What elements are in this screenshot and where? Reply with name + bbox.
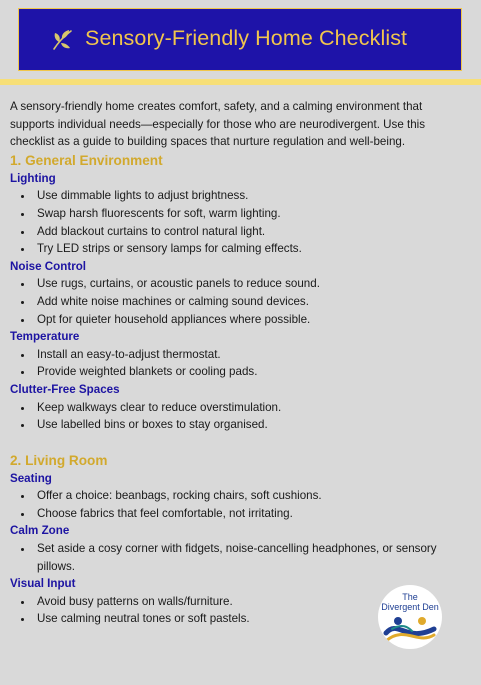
logo-mark-icon bbox=[378, 585, 442, 649]
list-item: • Use rugs, curtains, or acoustic panels to reduce sound. bbox=[33, 275, 465, 293]
section-title: 1. General Environment bbox=[10, 152, 163, 168]
list-item: • Use calming neutral tones or soft pastels. bbox=[33, 610, 465, 628]
checklist bbox=[10, 346, 465, 381]
subsection-title: Lighting bbox=[10, 171, 56, 185]
header-banner bbox=[18, 8, 462, 71]
logo-text-line1: The bbox=[402, 592, 418, 602]
list-item: • Add white noise machines or calming sound devices. bbox=[33, 293, 465, 311]
leaf-icon bbox=[51, 28, 75, 52]
checklist bbox=[10, 487, 465, 522]
subsection-title: Noise Control bbox=[10, 259, 87, 273]
list-item: • Provide weighted blankets or cooling pads. bbox=[33, 363, 465, 381]
list-item: • Offer a choice: beanbags, rocking chairs, soft cushions. bbox=[33, 487, 465, 505]
list-item: • Install an easy-to-adjust thermostat. bbox=[33, 346, 465, 364]
subsection-title: Temperature bbox=[10, 330, 80, 344]
checklist bbox=[10, 275, 465, 328]
page-title: Sensory-Friendly Home Checklist bbox=[85, 26, 408, 50]
section-general-environment bbox=[10, 151, 465, 434]
checklist-content bbox=[10, 98, 465, 628]
section-spacer bbox=[10, 434, 465, 451]
list-item: • Avoid busy patterns on walls/furniture. bbox=[33, 593, 465, 611]
divergent-den-logo bbox=[378, 585, 442, 649]
intro-paragraph: A sensory-friendly home creates comfort, safety, and a calming environment that supports individual needs—especially for those who are neurodivergent. Use this checklist as a guide to building spaces that nurture regulation and well-being. bbox=[10, 100, 426, 149]
list-item: • Keep walkways clear to reduce overstimulation. bbox=[33, 399, 465, 417]
logo-text-line2: Divergent Den bbox=[381, 602, 439, 612]
subsection-title: Visual Input bbox=[10, 577, 76, 591]
subsection-title: Clutter-Free Spaces bbox=[10, 382, 120, 396]
section-title: 2. Living Room bbox=[10, 452, 108, 468]
list-item: • Swap harsh fluorescents for soft, warm lighting. bbox=[33, 205, 465, 223]
list-item: • Choose fabrics that feel comfortable, not irritating. bbox=[33, 505, 465, 523]
list-item: • Use dimmable lights to adjust brightness. bbox=[33, 187, 465, 205]
checklist bbox=[10, 187, 465, 257]
list-item: • Try LED strips or sensory lamps for calming effects. bbox=[33, 240, 465, 258]
list-item: • Use labelled bins or boxes to stay organised. bbox=[33, 416, 465, 434]
subsection-title: Calm Zone bbox=[10, 524, 70, 538]
subsection-title: Seating bbox=[10, 471, 52, 485]
list-item: • Opt for quieter household appliances where possible. bbox=[33, 311, 465, 329]
checklist bbox=[10, 399, 465, 434]
header-rule bbox=[0, 79, 481, 85]
list-item: • Set aside a cosy corner with fidgets, noise-cancelling headphones, or sensory pillows. bbox=[33, 540, 465, 575]
checklist bbox=[10, 540, 465, 575]
list-item: • Add blackout curtains to control natural light. bbox=[33, 223, 465, 241]
